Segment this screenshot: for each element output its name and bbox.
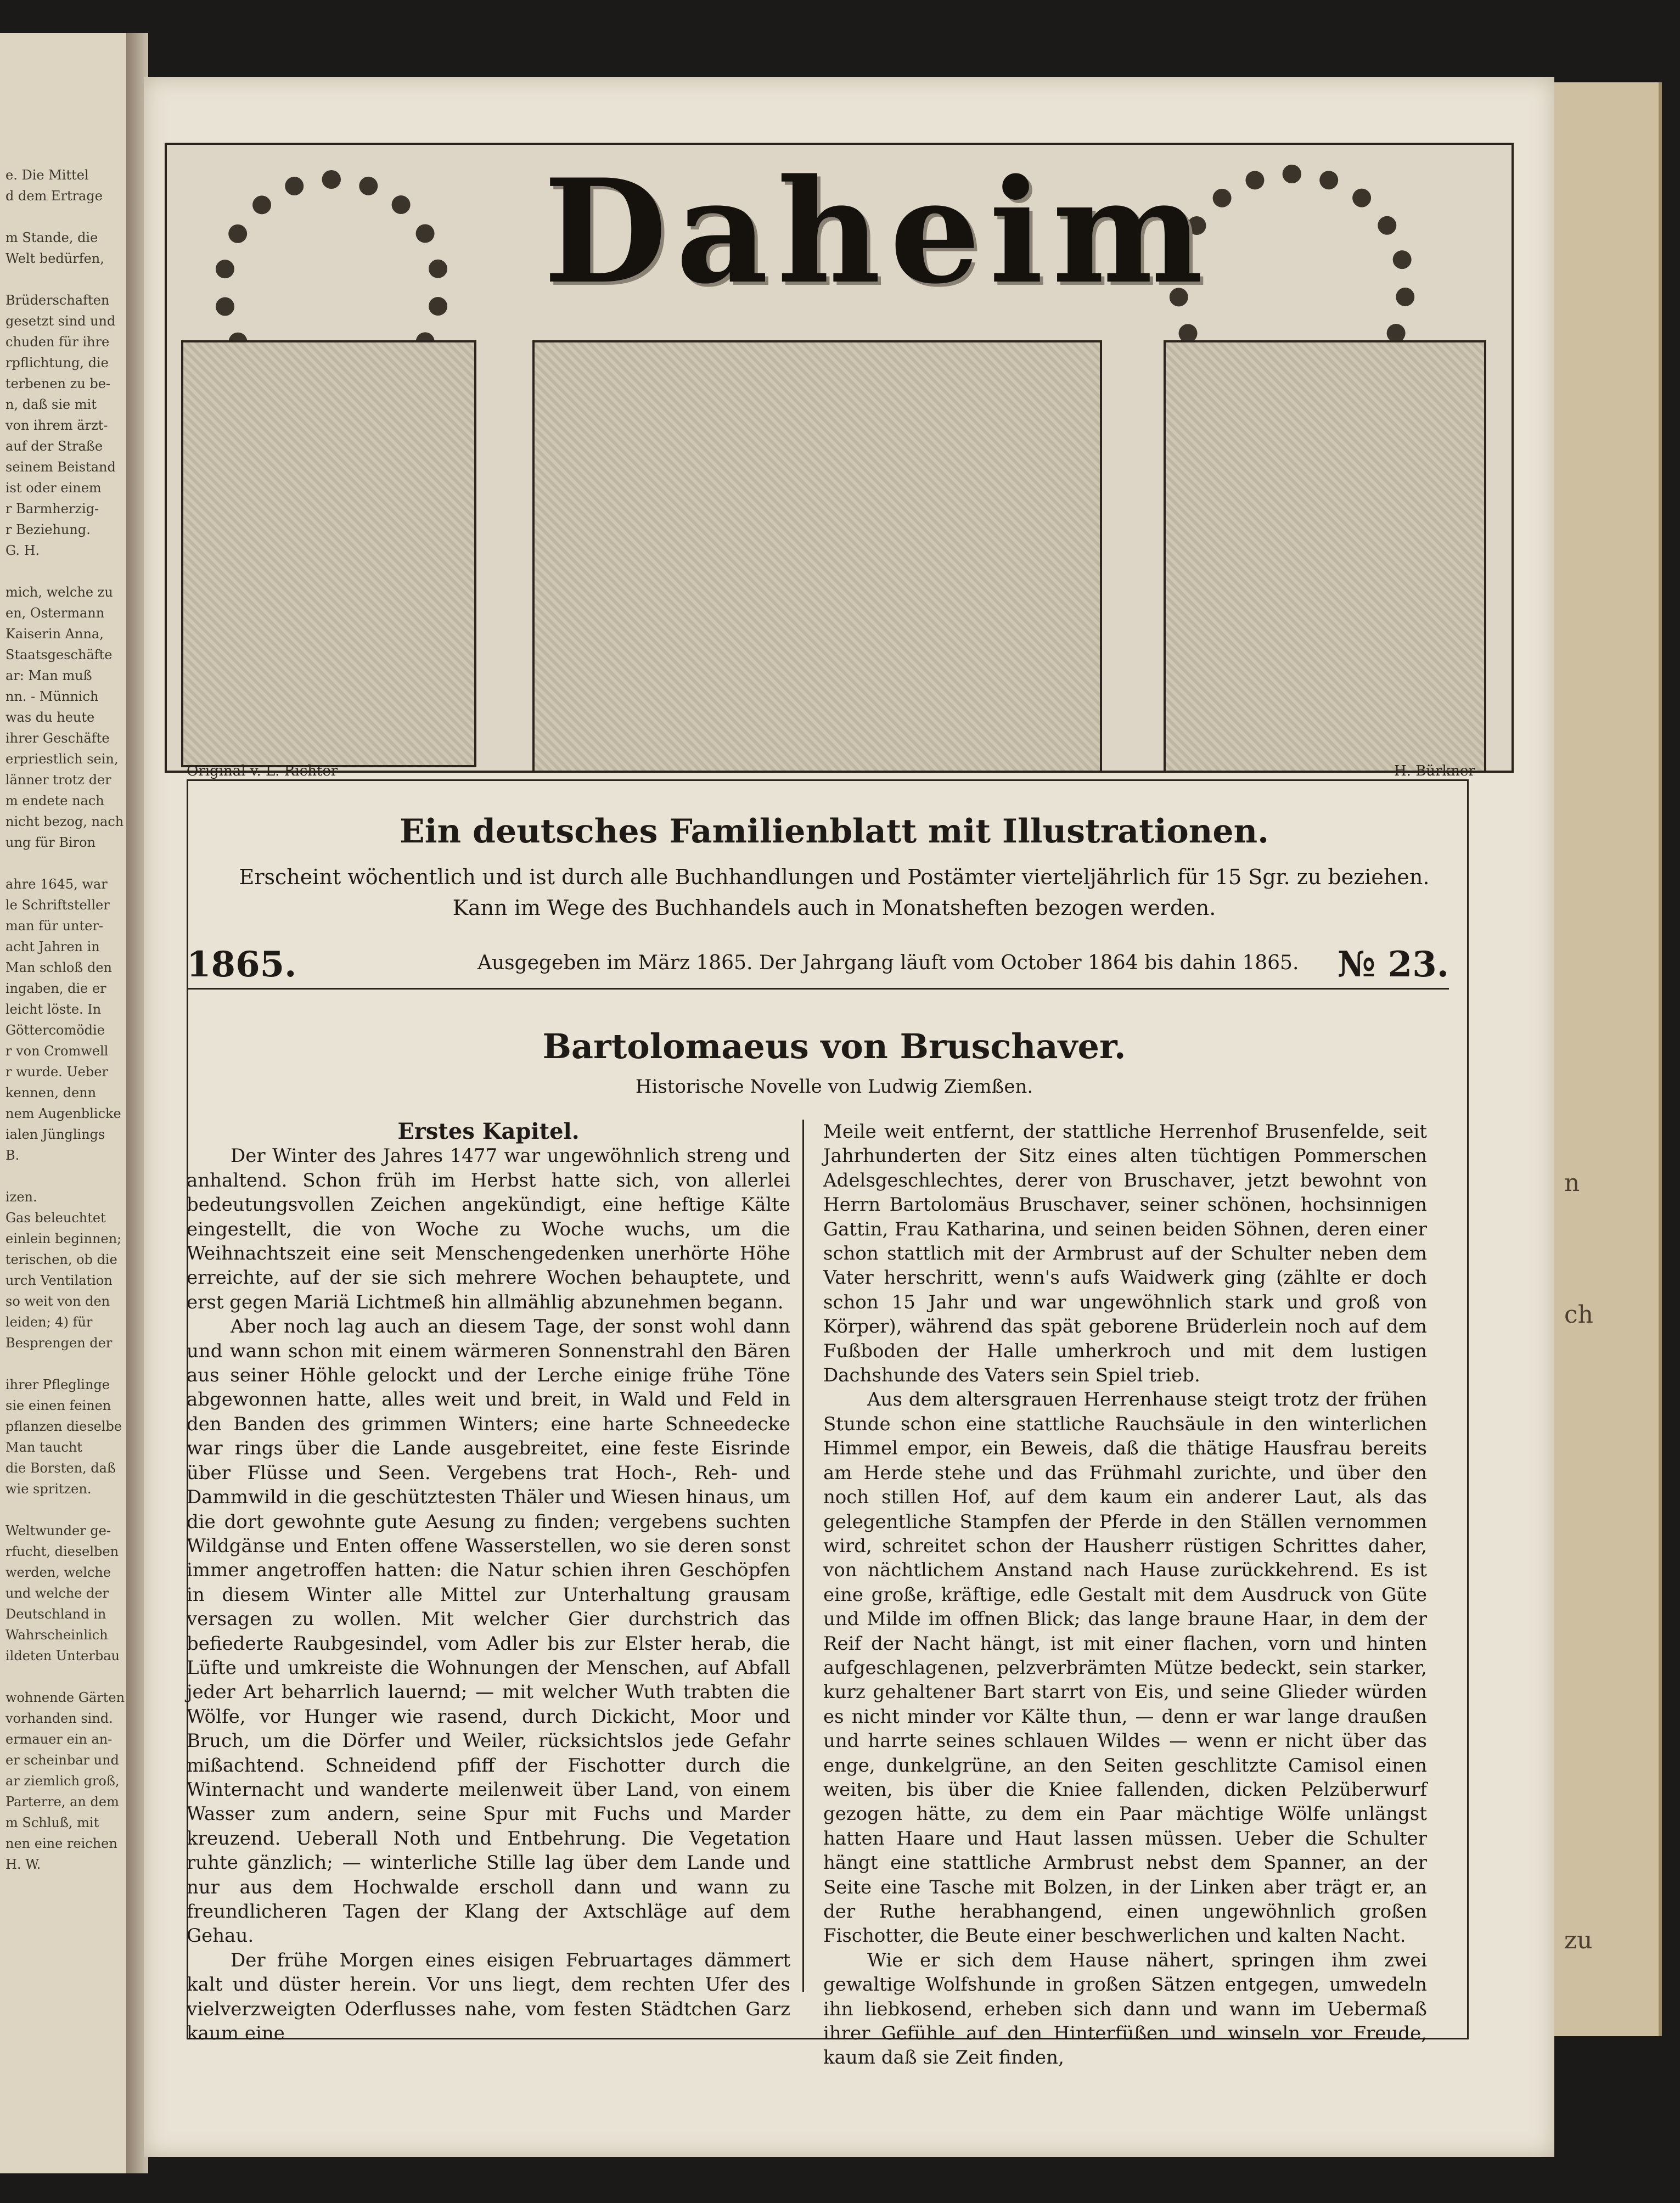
left-page-line: leiden; 4) für — [5, 1314, 93, 1330]
left-page-line: terbenen zu be- — [5, 376, 111, 391]
left-page-line: izen. — [5, 1189, 37, 1205]
left-page-line: werden, welche — [5, 1565, 111, 1580]
left-page-line: en, Ostermann — [5, 605, 105, 621]
paragraph: Wie er sich dem Hause nähert, springen ihm zwei gewaltige Wolfshunde in großen Sätzen entgegen, umwedeln ihn liebkosend, erheben sich dann und wann im Uebermaß ihrer Gefühle auf den Hinterfüßen und winseln vor Freude, kaum daß sie Zeit finden, — [823, 1949, 1427, 2069]
masthead-title: Daheim — [543, 148, 1212, 316]
subtitle: Ein deutsches Familienblatt mit Illustrationen. — [399, 812, 1269, 851]
left-page-line: d dem Ertrage — [5, 188, 103, 204]
left-page-line: Welt bedürfen, — [5, 251, 104, 266]
left-page-line: r Barmherzig- — [5, 501, 99, 516]
page-edge — [1554, 82, 1662, 2036]
left-page-line: was du heute — [5, 710, 95, 725]
left-page-line: urch Ventilation — [5, 1273, 113, 1288]
illustration-credit-left: Original v. L. Richter — [187, 763, 338, 779]
left-page-line — [5, 1166, 104, 1187]
story-title: Bartolomaeus von Bruschaver. — [542, 1026, 1126, 1066]
left-page-line: wie spritzen. — [5, 1481, 92, 1497]
left-page-line: seinem Beistand — [5, 459, 116, 475]
left-page-line: ahre 1645, war — [5, 876, 108, 892]
left-page-line: ingaben, die er — [5, 981, 106, 996]
left-page-line: kennen, denn — [5, 1085, 97, 1100]
left-page-line: länner trotz der — [5, 772, 111, 788]
left-page-line: r von Cromwell — [5, 1043, 109, 1059]
left-page-line: r wurde. Ueber — [5, 1064, 108, 1080]
left-page-line — [5, 1353, 104, 1374]
paragraph: Der Winter des Jahres 1477 war ungewöhnlich streng und anhaltend. Schon früh im Herbst hatte sich, von allerlei bedeutungsvollen Zeichen angekündigt, eine heftige Kälte eingestellt, die von Woche zu Woche wuchs, um die Weihnachtszeit eine seit Menschengedenken unerhörte Höhe erreichte, auf der sie sich mehrere Wochen behauptete, und erst gegen Mariä Lichtmeß hin allmählig abzunehmen begann. — [187, 1145, 790, 1313]
left-page-line: m Stande, die — [5, 230, 98, 245]
left-page-line: nn. - Münnich — [5, 689, 99, 704]
left-page-line: leicht löste. In — [5, 1002, 102, 1017]
left-page-line: pflanzen dieselbe — [5, 1419, 122, 1434]
left-page — [0, 33, 126, 2173]
left-page-line: acht Jahren in — [5, 939, 100, 954]
paragraph: Aus dem altersgrauen Herrenhause steigt trotz der frühen Stunde schon eine stattliche Rauchsäule in den winterlichen Himmel empor, ein Beweis, daß die thätige Hausfrau bereits am Herde stehe und das Frühmahl zurichte, und über den noch stillen Hof, auf dem kaum ein anderer Laut, als das gelegentliche Stampfen der Pferde in den Ställen vernommen wird, schreitet schon der Hausherr rüstigen Schrittes daher, von nächtlichem Anstand nach Hause zurückkehrend. Es ist eine große, kräftige, edle Gestalt mit dem Ausdruck von Güte und Milde im offnen Blick; das lange braune Haar, in dem der Reif der Nacht hängt, ist mit einer flachen, vorn und hinten aufgeschlagenen, pelzverbrämten Mütze bedeckt, sein starker, kurz gehaltener Bart starrt von Eis, und seine Glieder würden es nicht minder vor Kälte thun, — denn er war lange draußen und harrte seines schlauen Wildes — wenn er nicht über das enge, dunkelgrüne, an den Seiten geschlitzte Camisol einen weiten, bis über die Kniee fallenden, dicken Pelzüberwurf gezogen hätte, zu dem ein Paar mächtige Wölfe unlängst hatten Haare und Haut lassen müssen. Ueber die Schulter hängt eine stattliche Armbrust nebst dem Spanner, an der Seite eine Tasche mit Bolzen, in der Linken aber trägt er, an der Ruthe herabhangend, einen ungewöhnlich großen Fischotter, die Beute einer beschwerlichen und kalten Nacht. — [823, 1389, 1427, 1947]
subscription-info-2: Kann im Wege des Buchhandels auch in Monatsheften bezogen werden. — [452, 896, 1216, 920]
edge-fragment: zu — [1564, 1926, 1593, 1954]
left-page-line: Man schloß den — [5, 960, 112, 975]
left-page-line: man für unter- — [5, 918, 103, 934]
left-page-line: er scheinbar und — [5, 1752, 119, 1768]
left-page-line: Weltwunder ge- — [5, 1523, 111, 1538]
chapter-heading: Erstes Kapitel. — [397, 1119, 580, 1144]
left-page-line — [5, 1499, 104, 1520]
subscription-info-1: Erscheint wöchentlich und ist durch alle Buchhandlungen und Postämter vierteljährlich für 15 Sgr. zu beziehen. — [239, 865, 1430, 889]
issue-info: Ausgegeben im März 1865. Der Jahrgang läuft vom October 1864 bis dahin 1865. — [477, 952, 1299, 974]
left-page-line: ihrer Pfleglinge — [5, 1377, 110, 1392]
left-page-line: Deutschland in — [5, 1606, 106, 1622]
left-page-line: ar: Man muß — [5, 668, 92, 683]
left-page-line: auf der Straße — [5, 439, 103, 454]
left-page-line: m Schluß, mit — [5, 1815, 99, 1830]
subtitle-block — [187, 779, 1482, 923]
left-page-line: Wahrscheinlich — [5, 1627, 108, 1643]
left-page-line: Man taucht — [5, 1440, 82, 1455]
left-page-line: Parterre, an dem — [5, 1794, 119, 1809]
story-subtitle: Historische Novelle von Ludwig Ziemßen. — [635, 1076, 1033, 1098]
text-column-left — [187, 1120, 790, 2045]
left-page-line: sie einen feinen — [5, 1398, 111, 1413]
left-page-line: ung für Biron — [5, 835, 96, 850]
text-column-right — [823, 1120, 1427, 2070]
issue-year: 1865. — [187, 944, 297, 985]
left-page-line: terischen, ob die — [5, 1252, 117, 1267]
left-page-line: nicht bezog, nach — [5, 814, 124, 829]
left-page-line — [5, 206, 104, 227]
left-page-line: vorhanden sind. — [5, 1711, 113, 1726]
left-page-line: wohnende Gärten — [5, 1690, 125, 1705]
left-page-line: Staatsgeschäfte — [5, 647, 113, 662]
left-page-line — [5, 561, 104, 582]
left-page-line: erpriestlich sein, — [5, 751, 119, 767]
left-page-line: chuden für ihre — [5, 334, 110, 350]
left-page-line: le Schriftsteller — [5, 897, 110, 913]
left-page-line: und welche der — [5, 1586, 109, 1601]
left-page-line: ermauer ein an- — [5, 1732, 113, 1747]
left-page-line: mich, welche zu — [5, 585, 113, 600]
left-page-line: B. — [5, 1148, 20, 1163]
left-page-line: Besprengen der — [5, 1335, 113, 1351]
left-page-line: e. Die Mittel — [5, 167, 89, 183]
left-page-line: Brüderschaften — [5, 293, 110, 308]
left-page-line: ist oder einem — [5, 480, 102, 496]
left-page-line: ildeten Unterbau — [5, 1648, 120, 1664]
left-page-line: Göttercomödie — [5, 1022, 105, 1038]
left-page-line — [5, 853, 104, 874]
left-page-line: ar ziemlich groß, — [5, 1773, 120, 1789]
left-page-line: die Borsten, daß — [5, 1460, 116, 1476]
left-page-line: Kaiserin Anna, — [5, 626, 104, 642]
paragraph: Meile weit entfernt, der stattliche Herrenhof Brusenfelde, seit Jahrhunderten der Sitz eines alten tüchtigen Pommerschen Adelsgeschlechtes, derer von Bruschaver, jetzt bewohnt von Herrn Bartolomäus Bruschaver, seiner schönen, hochsinnigen Gattin, Frau Katharina, und seinen beiden Söhnen, deren einer schon stattlich mit der Armbrust auf der Schulter neben dem Vater herschritt, wenn's aufs Waidwerk ging (zählte er doch schon 15 Jahr und war ungewöhnlich stark und groß von Körper), während das spät geborene Brüderlein noch auf dem Fußboden der Halle umherkroch und mit dem lustigen Dachshunde des Vaters sein Spiel trieb. — [823, 1121, 1427, 1387]
left-page-line — [5, 1666, 104, 1687]
edge-fragment: n — [1564, 1169, 1580, 1197]
issue-line — [187, 944, 1449, 990]
left-page-line: so weit von den — [5, 1294, 110, 1309]
left-page-line: ihrer Geschäfte — [5, 730, 110, 746]
left-page-line: nem Augenblicke — [5, 1106, 121, 1121]
column-divider — [802, 1120, 804, 1992]
left-page-line — [5, 269, 104, 290]
paragraph: Der frühe Morgen eines eisigen Februartages dämmert kalt und düster herein. Vor uns liegt, dem rechten Ufer des vielverzweigten Oderflusses nahe, vom festen Städtchen Garz kaum eine — [187, 1949, 790, 2045]
left-page-text — [5, 165, 125, 1875]
left-page-line: H. W. — [5, 1857, 41, 1872]
illustration-center-panel — [532, 340, 1102, 773]
left-page-line: Gas beleuchtet — [5, 1210, 106, 1226]
left-page-line: G. H. — [5, 543, 40, 558]
left-page-line: m endete nach — [5, 793, 104, 808]
left-page-line: von ihrem ärzt- — [5, 418, 108, 433]
paragraph: Aber noch lag auch an diesem Tage, der sonst wohl dann und wann schon mit einem wärmeren Sonnenstrahl den Bären aus seiner Höhle gelockt und der Lerche einige frühe Töne abgewonnen hatte, alles weit und breit, in Wald und Feld in den Banden des grimmen Winters; eine harte Schneedecke war rings über die Lande ausgebreitet, eine feste Eisrinde über Flüsse und Seen. Vergebens trat Hoch-, Reh- und Dammwild in die geschütztesten Thäler und Wiesen hinaus, um die dort gewohnte gute Aesung zu finden; vergebens suchten Wildgänse und Enten offene Wasserstellen, wo sie deren sonst immer angetroffen hatten: die Natur schien ihren Geschöpfen in diesem Winter alle Mittel zur Unterhaltung grausam versagen zu wollen. Mit welcher Gier durchstrich das befiederte Raubgesindel, vom Adler bis zur Elster herab, die Lüfte und umkreiste die Wohnungen der Menschen, auf Abfall jeder Art beharrlich lauernd; — mit welcher Wuth trabten die Wölfe, vor Hunger wie rasend, durch Dickicht, Moor und Bruch, um die Dörfer und Weiler, rücksichtslos jede Gefahr mißachtend. Schneidend pfiff der Fischotter durch die Winternacht und wanderte meilenweit über Land, von einem Wasser zum andern, seine Spur mit Fuchs und Marder kreuzend. Ueberall Noth und Entbehrung. Die Vegetation ruhte gänzlich; — winterliche Stille lag über dem Lande und nur aus dem Hochwalde erscholl dann und wann zu freundlicheren Tagen der Klang der Axtschläge auf dem Gehau. — [187, 1316, 790, 1947]
left-page-line: rfucht, dieselben — [5, 1544, 119, 1559]
left-page-line: nen eine reichen — [5, 1836, 117, 1851]
left-page-line: n, daß sie mit — [5, 397, 97, 412]
edge-fragment: ch — [1564, 1301, 1593, 1329]
left-page-line: r Beziehung. — [5, 522, 91, 537]
left-page-line: gesetzt sind und — [5, 313, 116, 329]
illustration-credit-right: H. Bürkner — [1394, 763, 1475, 779]
issue-number: № 23. — [1337, 944, 1449, 985]
left-page-line: einlein beginnen; — [5, 1231, 122, 1246]
left-page-line: ialen Jünglings — [5, 1127, 105, 1142]
left-page-line: rpflichtung, die — [5, 355, 109, 370]
illustration-right-panel — [1164, 340, 1486, 773]
illustration-left-panel — [181, 340, 476, 767]
